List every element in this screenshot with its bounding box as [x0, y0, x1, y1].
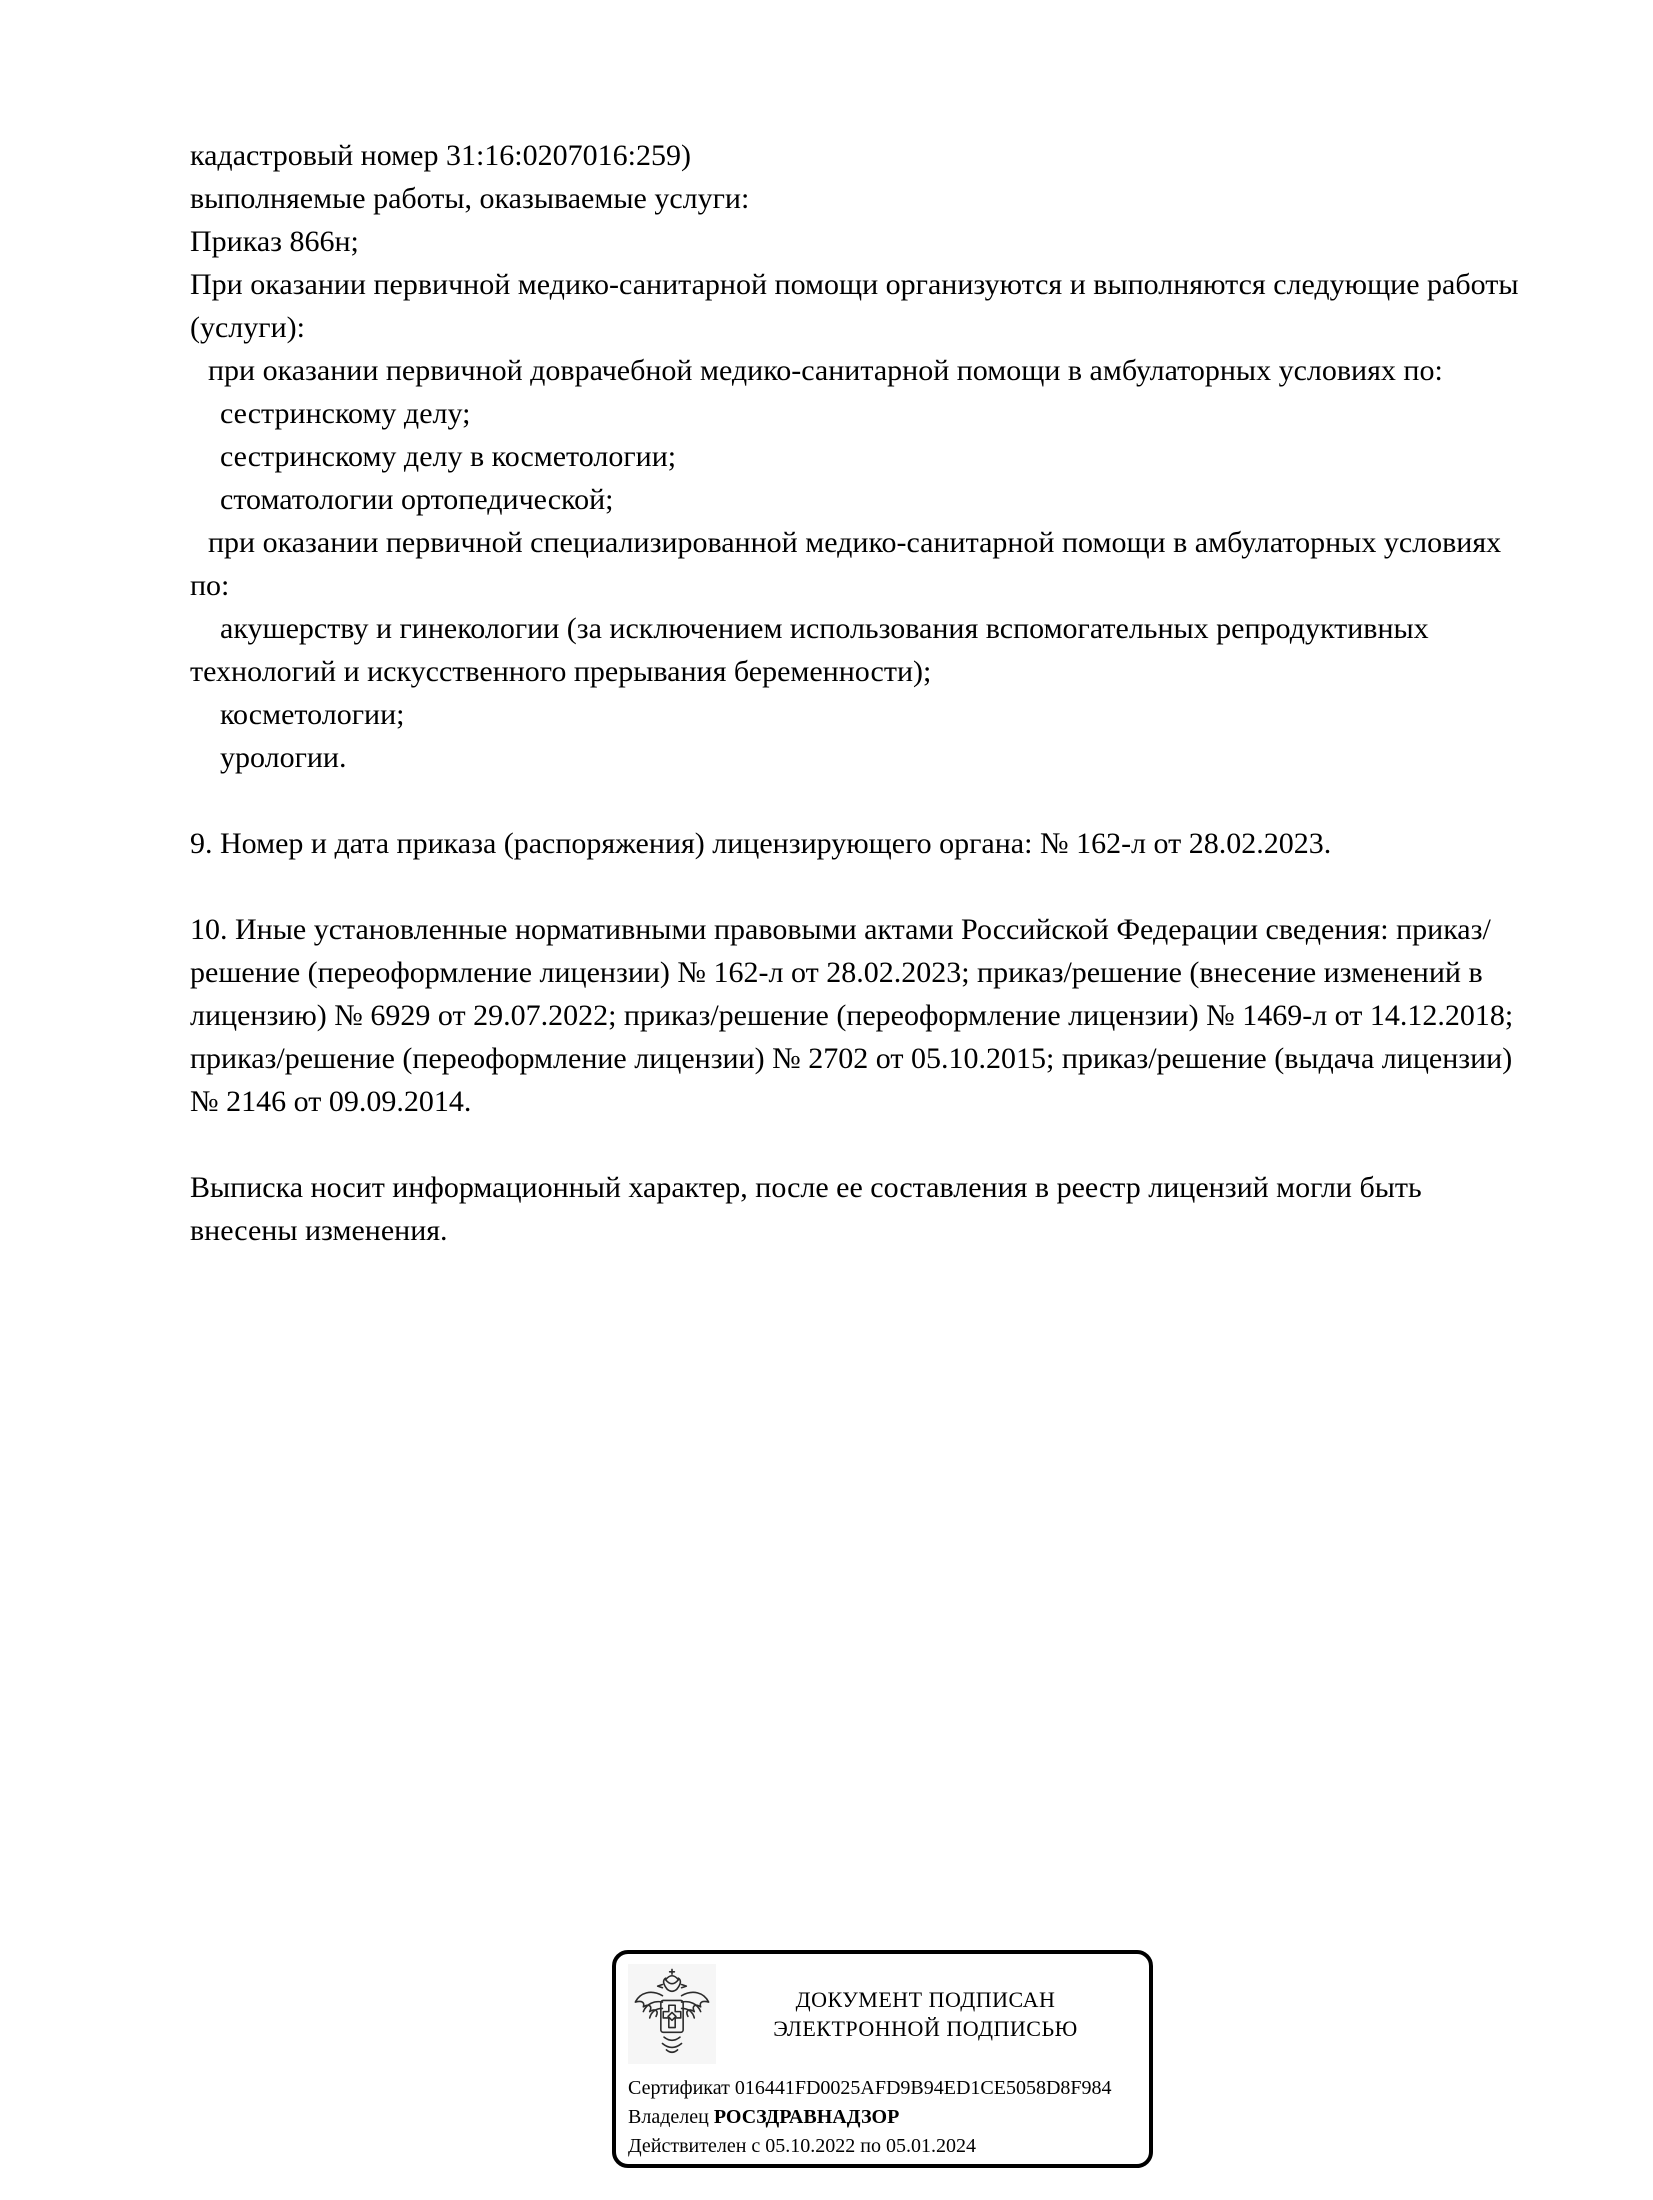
stamp-title	[716, 1985, 1135, 2043]
document-body	[190, 134, 1532, 1252]
paragraph-section-9: 9. Номер и дата приказа (распоряжения) лицензирующего органа: № 162-л от 28.02.2023.	[190, 827, 1332, 860]
stamp-title-line1: ДОКУМЕНТ ПОДПИСАН	[795, 1987, 1056, 2012]
owner-value: РОСЗДРАВНАДЗОР	[713, 2106, 900, 2128]
list-item-nursing-cosmetology: сестринскому делу в косметологии;	[220, 440, 677, 473]
electronic-signature-stamp	[612, 1950, 1153, 2168]
stamp-details	[628, 2074, 1135, 2161]
paragraph-primary-care-intro: При оказании первичной медико-санитарной помощи организуются и выполняются следующие работы (услуги):	[190, 268, 1519, 344]
list-item-nursing: сестринскому делу;	[220, 397, 471, 430]
paragraph-pre-doctor-care: при оказании первичной доврачебной медико-санитарной помощи в амбулаторных условиях по:	[208, 354, 1443, 387]
certificate-value: 016441FD0025AFD9B94ED1CE5058D8F984	[734, 2077, 1112, 2099]
roszdravnadzor-eagle-emblem-icon	[628, 1964, 716, 2064]
paragraph-disclaimer: Выписка носит информационный характер, после ее составления в реестр лицензий могли быть внесены изменения.	[190, 1171, 1422, 1247]
paragraph-specialized-care: при оказании первичной специализированной медико-санитарной помощи в амбулаторных условиях по:	[190, 526, 1502, 602]
list-item-orthopedic-dentistry: стоматологии ортопедической;	[220, 483, 614, 516]
paragraph-cadastral-number: кадастровый номер 31:16:0207016:259)	[190, 139, 691, 172]
paragraph-works-services-heading: выполняемые работы, оказываемые услуги:	[190, 182, 750, 215]
list-item-urology: урологии.	[220, 741, 347, 774]
certificate-label: Сертификат	[628, 2077, 735, 2099]
owner-label: Владелец	[628, 2106, 714, 2128]
stamp-title-line2: ЭЛЕКТРОННОЙ ПОДПИСЬЮ	[773, 2016, 1078, 2041]
stamp-certificate-line	[628, 2074, 1135, 2103]
list-item-cosmetology: косметологии;	[220, 698, 405, 731]
paragraph-order-866n: Приказ 866н;	[190, 225, 359, 258]
paragraph-section-10: 10. Иные установленные нормативными правовыми актами Российской Федерации сведения: приказ/решение (переоформление лицензии) № 162-л от 28.02.2023; приказ/решение (внесение изменений в лицензию) № 6929 от 29.07.2022; приказ/решение (переоформление лицензии) № 1469-л от 14.12.2018; приказ/решение (переоформление лицензии) № 2702 от 05.10.2015; приказ/решение (выдача лицензии) № 2146 от 09.09.2014.	[190, 913, 1514, 1118]
stamp-owner-line	[628, 2103, 1135, 2132]
stamp-header	[628, 1964, 1135, 2064]
list-item-obstetrics-gynecology: акушерству и гинекологии (за исключением использования вспомогательных репродуктивных технологий и искусственного прерывания беременности);	[190, 612, 1429, 688]
stamp-validity-line: Действителен с 05.10.2022 по 05.01.2024	[628, 2135, 976, 2157]
